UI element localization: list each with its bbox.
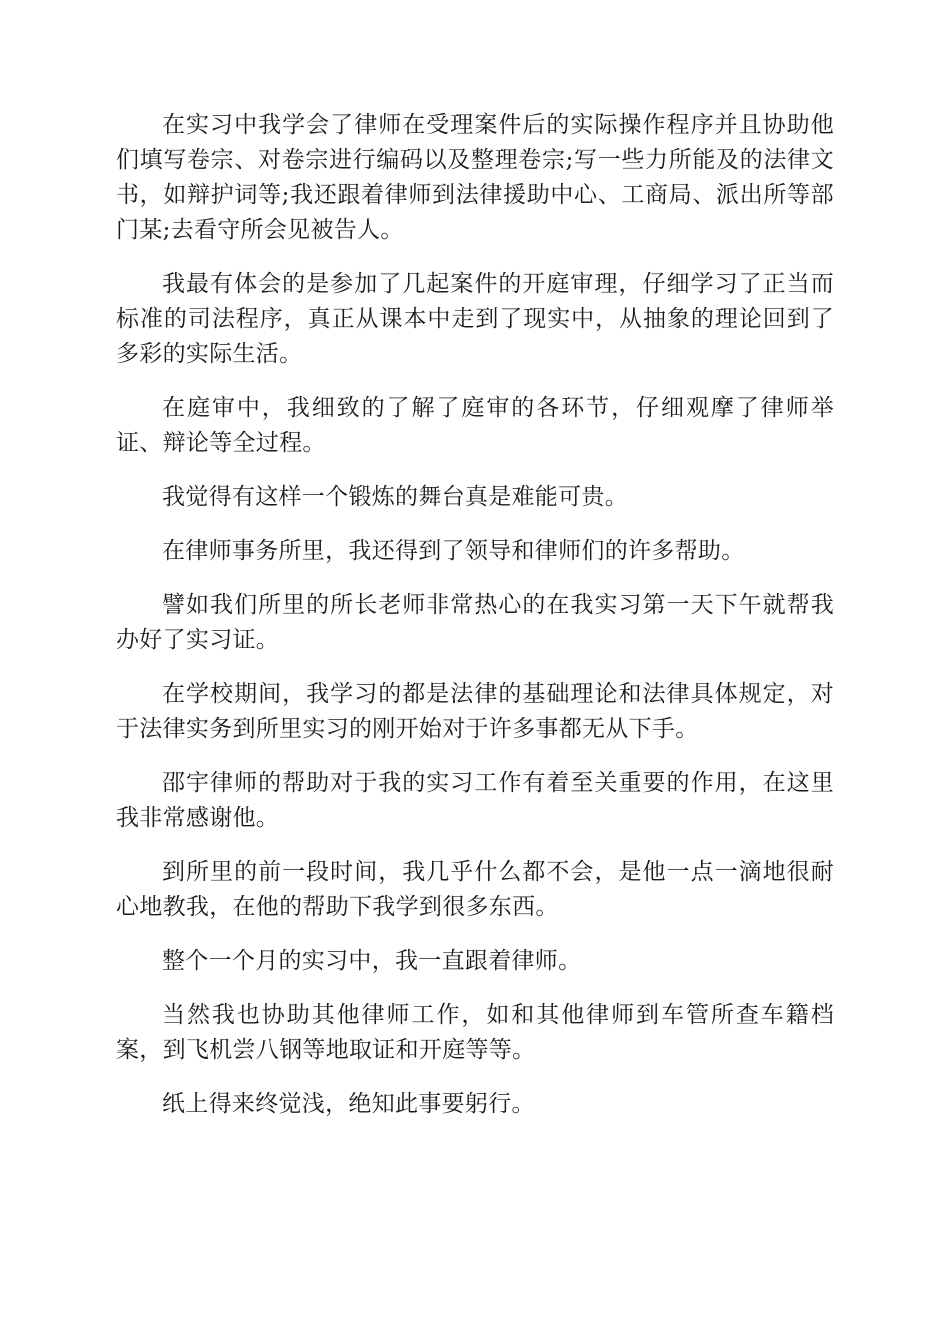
paragraph: 在律师事务所里，我还得到了领导和律师们的许多帮助。 <box>162 538 745 564</box>
paragraph: 在实习中我学会了律师在受理案件后的实际操作程序并且协助他们填写卷宗、对卷宗进行编码以及整理卷宗;写一些力所能及的法律文书，如辩护词等;我还跟着律师到法律援助中心、工商局、派出所等部门某;去看守所会见被告人。 <box>116 112 834 243</box>
paragraph: 我觉得有这样一个锻炼的舞台真是难能可贵。 <box>162 484 628 510</box>
document-body <box>116 108 834 1141</box>
paragraph: 我最有体会的是参加了几起案件的开庭审理，仔细学习了正当而标准的司法程序，真正从课本中走到了现实中，从抽象的理论回到了多彩的实际生活。 <box>116 271 834 367</box>
paragraph: 整个一个月的实习中，我一直跟着律师。 <box>162 948 582 974</box>
paragraph: 邵宇律师的帮助对于我的实习工作有着至关重要的作用，在这里我非常感谢他。 <box>116 770 834 831</box>
paragraph: 譬如我们所里的所长老师非常热心的在我实习第一天下午就帮我办好了实习证。 <box>116 592 834 653</box>
paragraph: 纸上得来终觉浅，绝知此事要躬行。 <box>162 1091 535 1117</box>
paragraph: 到所里的前一段时间，我几乎什么都不会，是他一点一滴地很耐心地教我，在他的帮助下我学到很多东西。 <box>116 859 834 920</box>
paragraph: 当然我也协助其他律师工作，如和其他律师到车管所查车籍档案，到飞机尝八钢等地取证和开庭等等。 <box>116 1002 834 1063</box>
paragraph: 在学校期间，我学习的都是法律的基础理论和法律具体规定，对于法律实务到所里实习的刚开始对于许多事都无从下手。 <box>116 681 834 742</box>
paragraph: 在庭审中，我细致的了解了庭审的各环节，仔细观摩了律师举证、辩论等全过程。 <box>116 395 834 456</box>
